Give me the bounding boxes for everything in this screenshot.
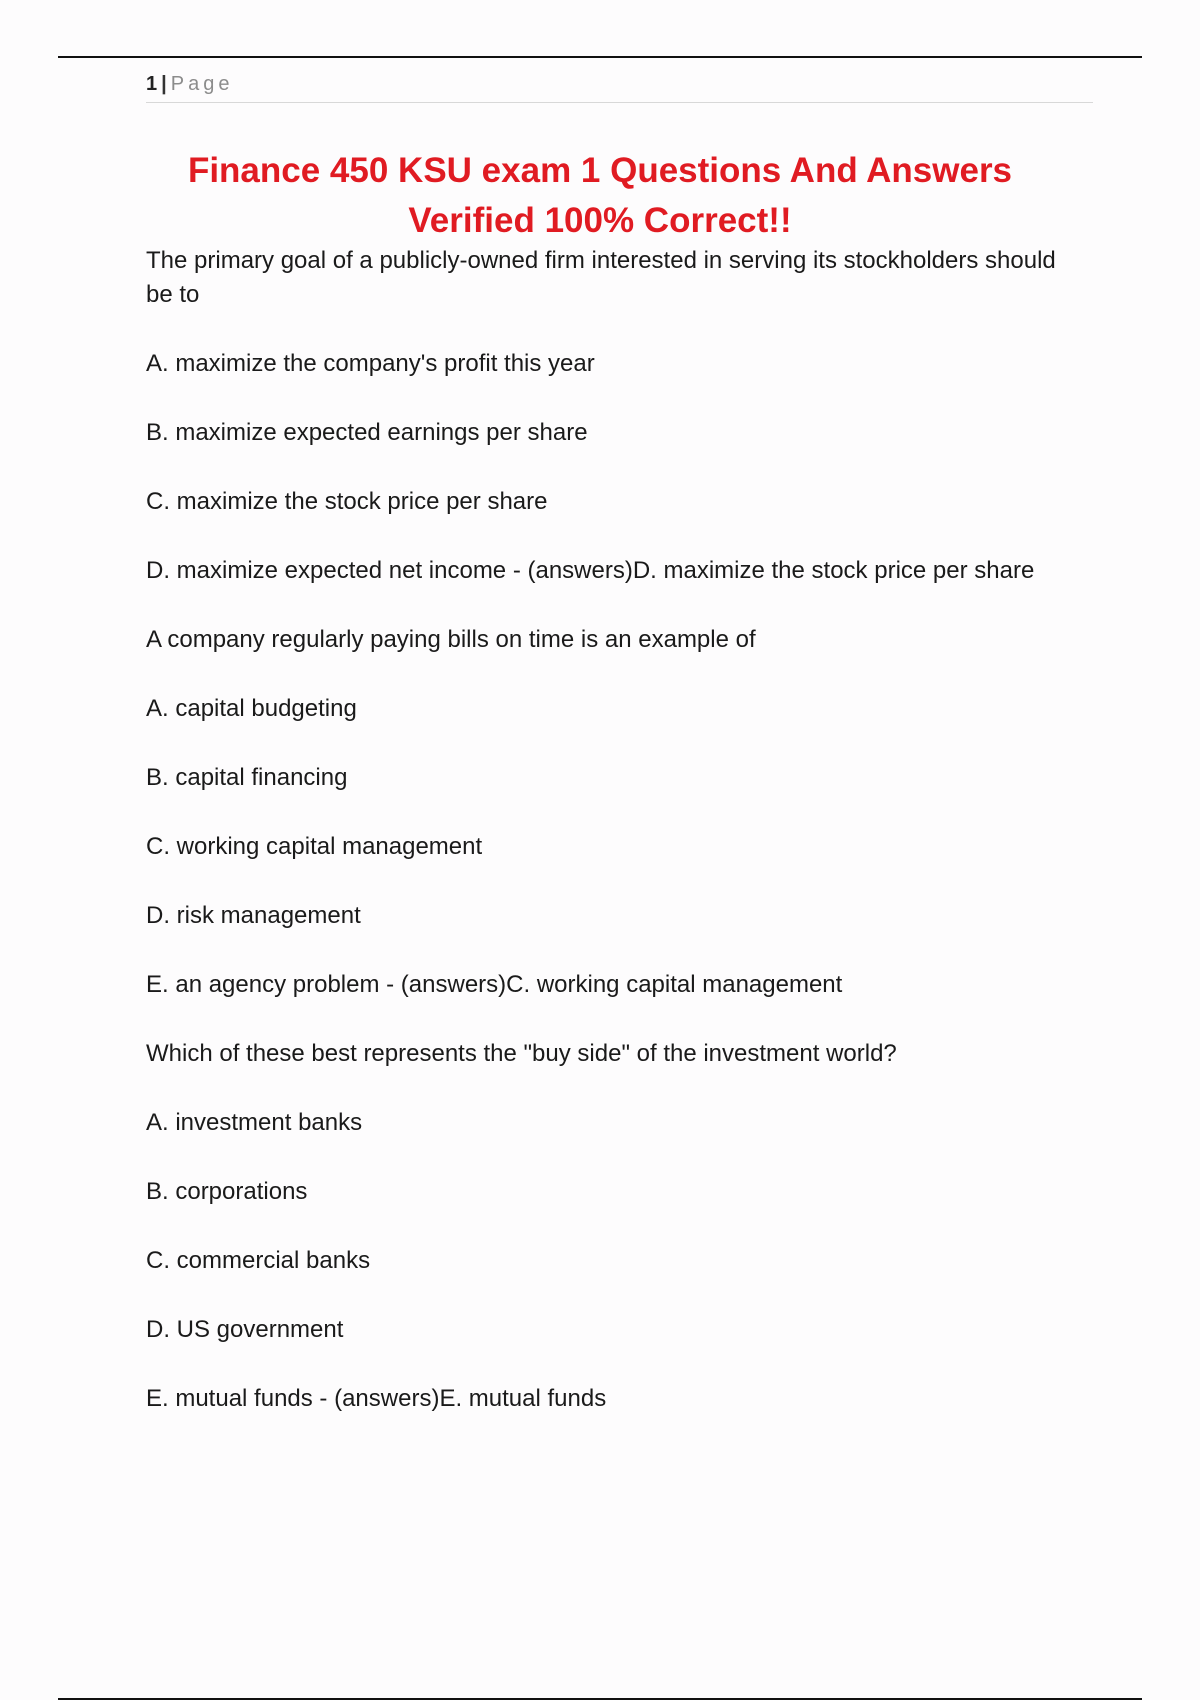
question-3-option-c: C. commercial banks — [146, 1247, 371, 1274]
question-3-option-a: A. investment banks — [146, 1109, 363, 1136]
question-1-option-b: B. maximize expected earnings per share — [146, 419, 588, 446]
question-3-text: Which of these best represents the "buy side" of the investment world? — [146, 1040, 897, 1067]
question-2-option-a: A. capital budgeting — [146, 695, 357, 722]
question-2-text: A company regularly paying bills on time is an example of — [146, 626, 756, 653]
document-body — [146, 244, 1080, 1451]
question-2-option-d: D. risk management — [146, 902, 361, 929]
header-separator: | — [161, 73, 167, 95]
question-2-option-c: C. working capital management — [146, 833, 483, 860]
question-1-text: The primary goal of a publicly-owned firm interested in serving its stockholders should be to — [146, 247, 1056, 308]
page-number: 1 — [146, 73, 158, 95]
question-2-option-b: B. capital financing — [146, 764, 348, 791]
question-3-option-b: B. corporations — [146, 1178, 308, 1205]
question-1-option-a: A. maximize the company's profit this year — [146, 350, 595, 377]
question-2-option-e-answer: E. an agency problem - (answers)C. working capital management — [146, 971, 843, 998]
question-3-option-e-answer: E. mutual funds - (answers)E. mutual funds — [146, 1385, 607, 1412]
question-1-option-c: C. maximize the stock price per share — [146, 488, 548, 515]
top-rule — [58, 56, 1142, 58]
question-3-option-d: D. US government — [146, 1316, 344, 1343]
question-1-option-d-answer: D. maximize expected net income - (answers)D. maximize the stock price per share — [146, 557, 1035, 584]
page-header — [146, 70, 1093, 103]
page-word: Page — [170, 73, 234, 95]
document-title: Finance 450 KSU exam 1 Questions And Answers Verified 100% Correct!! — [187, 151, 1013, 240]
